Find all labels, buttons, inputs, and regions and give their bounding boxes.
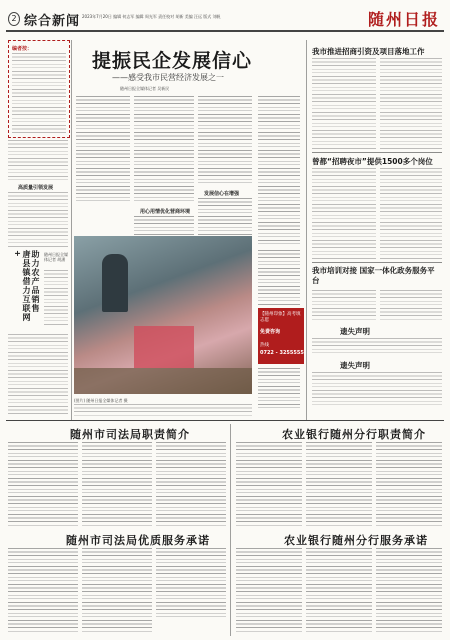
page-number: 2: [8, 12, 20, 26]
bottom-right-title-1: 农业银行随州分行职责简介: [282, 428, 426, 441]
notice-2-title: 遗失声明: [340, 361, 370, 370]
ad-box: [258, 308, 304, 364]
bottom-left-col-b: [82, 442, 152, 526]
lead-subhead-2: 用心用情优化营商环境: [140, 209, 191, 215]
bottom-left-col-f: [156, 548, 226, 618]
ad-phone: 0722 - 3255555: [260, 350, 304, 356]
right-story-2-col-a: [312, 168, 376, 260]
bottom-left-col-d: [8, 548, 78, 634]
notice-2-text: [312, 372, 442, 408]
lead-col-5: [258, 96, 300, 244]
lead-col-4: [198, 96, 252, 186]
bottom-left-col-c: [156, 442, 226, 526]
right-story-1-col-b: [380, 58, 442, 150]
lead-photo: [74, 236, 252, 394]
lead-subtitle: ——感受我市民营经济发展之一: [112, 73, 224, 82]
right-col-divider: [306, 40, 307, 420]
bottom-right-col-e: [306, 548, 372, 634]
lead-col-3: [134, 96, 194, 204]
side-story-text-2: [8, 334, 68, 414]
side-story-title: 助力农产品销售 唐县镇借力互联网+: [13, 250, 40, 322]
notice-1-text: [312, 338, 442, 356]
bottom-right-col-c: [376, 442, 442, 526]
bottom-left-title-2: 随州市司法局优质服务承诺: [66, 534, 210, 547]
right-story-3-col-a: [312, 290, 376, 322]
photo-caption-lines: [74, 404, 252, 416]
notice-1-title: 遗失声明: [340, 327, 370, 336]
lead-col-1: [8, 140, 68, 180]
photo-crate: [134, 326, 194, 368]
bottom-section-rule: [6, 420, 444, 421]
lead-subhead-1: 高质量引领发展: [18, 185, 54, 191]
lead-col-2: [76, 96, 130, 204]
right-story-2-title: 曾都“招聘夜市”提供1500多个岗位: [312, 157, 433, 166]
ad-phone-label: 热线: [260, 343, 269, 348]
section-name: 综合新闻: [24, 14, 81, 29]
masthead: 随州日报: [368, 10, 441, 29]
bottom-right-title-2: 农业银行随州分行服务承诺: [284, 534, 428, 547]
bottom-left-col-a: [8, 442, 78, 526]
bottom-right-col-d: [236, 548, 302, 634]
side-story-text: [44, 270, 68, 326]
lead-col-5c: [258, 368, 300, 408]
right-rule-1: [312, 152, 442, 153]
bottom-col-divider: [230, 424, 231, 636]
bottom-left-col-e: [82, 548, 152, 634]
header-rule: [6, 30, 444, 32]
bottom-right-col-a: [236, 442, 302, 526]
right-story-2-col-b: [380, 168, 442, 260]
right-rule-2: [312, 262, 442, 263]
right-story-1-title: 我市推进招商引资及项目落地工作: [312, 47, 425, 56]
bottom-left-title-1: 随州市司法局职责简介: [70, 428, 190, 441]
ad-line2: 免费咨询: [260, 329, 281, 335]
photo-person: [102, 254, 128, 312]
right-story-3-title: 我市培训对接 国家一体化政务服务平台: [312, 266, 435, 285]
editor-note-text: [12, 53, 66, 133]
right-story-1-col-a: [312, 58, 376, 150]
photo-caption: (图片) 随州日报全媒体记者 摄: [74, 398, 128, 403]
lead-col-1b: [8, 192, 68, 248]
photo-floor: [74, 368, 252, 394]
lead-subhead-3: 发展信心在增强: [204, 191, 240, 197]
left-col-divider: [71, 40, 72, 420]
header-meta: 2023年7月20日 编辑 何志军 编辑 周光军 责任校对 胡新 美编 汪远 版式 刘帆: [82, 14, 221, 19]
side-story: [8, 250, 68, 330]
lead-col-5b: [258, 250, 300, 306]
editor-note-label: 编者按：: [12, 46, 33, 52]
lead-byline: 随州日报全媒体记者 吴新民: [120, 86, 170, 91]
bottom-right-col-f: [376, 548, 442, 634]
right-story-3-col-b: [380, 290, 442, 322]
bottom-right-col-b: [306, 442, 372, 526]
ad-line1: 【随州印象】高考填志愿: [260, 312, 301, 323]
lead-title: 提振民企发展信心: [92, 50, 253, 72]
side-story-byline: 随州日报全媒体记者 胡潘: [44, 252, 68, 262]
editor-note: [8, 40, 70, 138]
